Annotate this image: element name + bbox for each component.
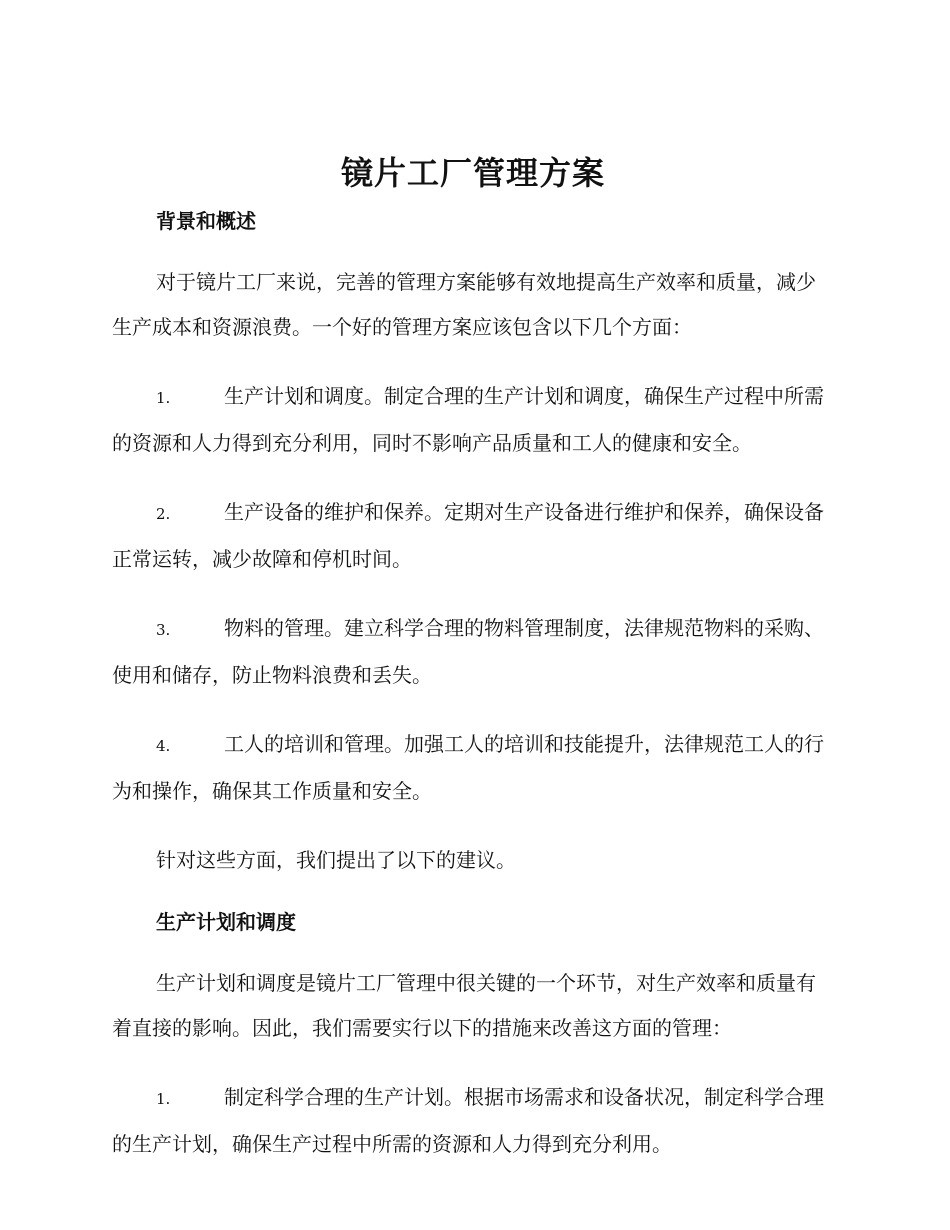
list-item-text: 制定科学合理的生产计划。根据市场需求和设备状况，制定科学合理的生产计划，确保生产过程中所需的资源和人力得到充分利用。 — [112, 1085, 824, 1156]
section-closing-paragraph: 针对这些方面，我们提出了以下的建议。 — [156, 848, 516, 872]
list-item-text: 物料的管理。建立科学合理的物料管理制度，法律规范物料的采购、使用和储存，防止物料浪费和丢失。 — [112, 616, 824, 687]
list-item-number: 2. — [156, 505, 171, 523]
section-intro-paragraph: 对于镜片工厂来说，完善的管理方案能够有效地提高生产效率和质量，减少生产成本和资源浪费。一个好的管理方案应该包含以下几个方面： — [112, 270, 816, 339]
list-item-number: 1. — [156, 389, 171, 407]
section-intro-paragraph: 生产计划和调度是镜片工厂管理中很关键的一个环节，对生产效率和质量有着直接的影响。因此，我们需要实行以下的措施来改善这方面的管理： — [112, 971, 816, 1040]
section-heading-production-planning: 生产计划和调度 — [156, 910, 296, 934]
list-item — [112, 722, 834, 814]
document-title: 镜片工厂管理方案 — [340, 154, 605, 192]
list-item-text: 生产设备的维护和保养。定期对生产设备进行维护和保养，确保设备正常运转，减少故障和停机时间。 — [112, 500, 824, 571]
list-item-text: 工人的培训和管理。加强工人的培训和技能提升，法律规范工人的行为和操作，确保其工作质量和安全。 — [112, 732, 824, 803]
list-item-number: 3. — [156, 621, 171, 639]
list-item — [112, 1075, 834, 1167]
list-item-number: 4. — [156, 737, 171, 755]
list-item — [112, 374, 834, 466]
list-item-number: 1. — [156, 1090, 171, 1108]
list-item-text: 生产计划和调度。制定合理的生产计划和调度，确保生产过程中所需的资源和人力得到充分利用，同时不影响产品质量和工人的健康和安全。 — [112, 384, 824, 455]
section-heading-background: 背景和概述 — [156, 209, 256, 233]
document-content — [112, 148, 834, 1167]
list-item — [112, 490, 834, 582]
list-item — [112, 606, 834, 698]
